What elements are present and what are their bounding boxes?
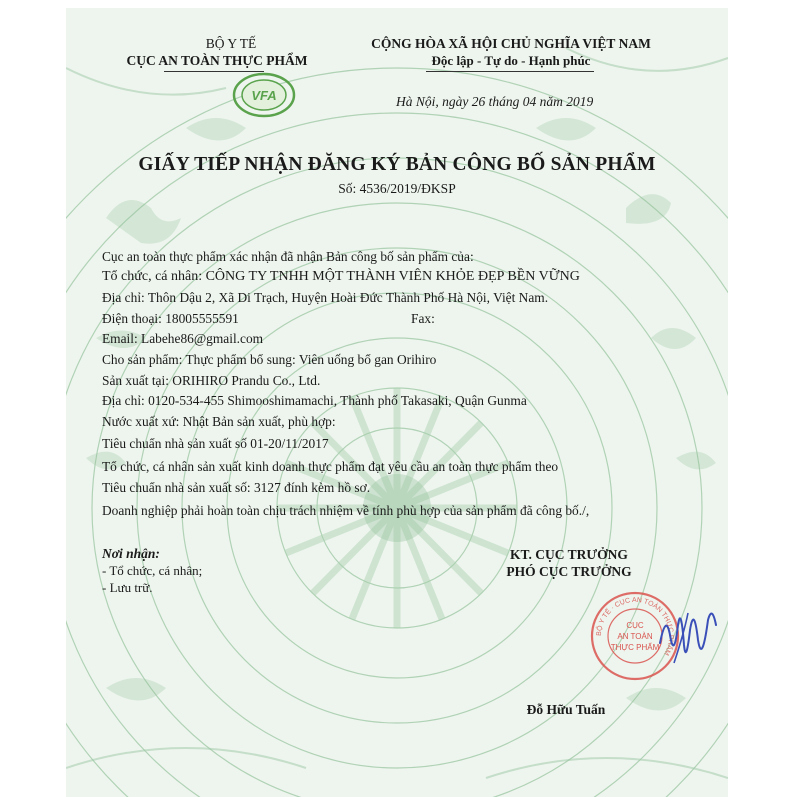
vfa-logo — [231, 71, 297, 119]
agency-name: CỤC AN TOÀN THỰC PHẨM — [126, 53, 308, 68]
certificate-document — [66, 8, 728, 797]
country-name: CỘNG HÒA XÃ HỘI CHỦ NGHĨA VIỆT NAM — [371, 36, 651, 51]
ministry-name: BỘ Y TẾ — [205, 36, 257, 51]
body-compliance-line2: Tiêu chuẩn nhà sản xuất số: 3127 đính kèm hồ sơ. — [102, 480, 371, 495]
body-intro: Cục an toàn thực phẩm xác nhận đã nhận Bản công bố sản phẩm của: — [102, 249, 474, 264]
body-email: Email: Labehe86@gmail.com — [102, 331, 264, 346]
recipient-item: - Tổ chức, cá nhân; — [102, 563, 203, 578]
signer-title-line2: PHÓ CỤC TRƯỞNG — [506, 564, 632, 579]
body-phone: Điện thoại: 18005555591 — [102, 311, 239, 326]
seal-center-line2: AN TOÀN — [617, 632, 653, 641]
body-fax: Fax: — [411, 311, 435, 326]
logo-text: VFA — [251, 88, 277, 103]
seal-center-line3: THỰC PHẨM — [610, 643, 660, 652]
document-title: GIẤY TIẾP NHẬN ĐĂNG KÝ BẢN CÔNG BỐ SẢN PHẨM — [138, 154, 656, 175]
issue-date: Hà Nội, ngày 26 tháng 04 năm 2019 — [396, 94, 594, 109]
recipient-item: - Lưu trữ. — [102, 580, 153, 595]
body-address: Địa chỉ: Thôn Dậu 2, Xã Di Trạch, Huyện Hoài Đức Thành Phố Hà Nội, Việt Nam. — [102, 290, 549, 305]
body-origin: Nước xuất xứ: Nhật Bản sản xuất, phù hợp: — [102, 414, 336, 429]
signer-title-line1: KT. CỤC TRƯỞNG — [510, 547, 628, 562]
body-manufacturer: Sản xuất tại: ORIHIRO Prandu Co., Ltd. — [102, 373, 321, 388]
body-compliance-line1: Tổ chức, cá nhân sản xuất kinh doanh thực phẩm đạt yêu cầu an toàn thực phẩm theo — [102, 459, 559, 474]
seal-center-line1: CỤC — [626, 621, 644, 630]
body-manufacturer-address: Địa chỉ: 0120-534-455 Shimooshimamachi, Thành phố Takasaki, Quận Gunma — [102, 393, 527, 408]
country-motto: Độc lập - Tự do - Hạnh phúc — [431, 53, 591, 68]
recipients-label: Nơi nhận: — [102, 546, 160, 561]
seal-ring-text: BỘ Y TẾ · CỤC AN TOÀN THỰC PHẨM — [595, 596, 675, 657]
body-organization: Tổ chức, cá nhân: CÔNG TY TNHH MỘT THÀNH VIÊN KHỎE ĐẸP BỀN VỮNG — [102, 269, 580, 284]
body-product: Cho sản phẩm: Thực phẩm bổ sung: Viên uống bổ gan Orihiro — [102, 352, 437, 367]
body-responsibility: Doanh nghiệp phải hoàn toàn chịu trách nhiệm về tính phù hợp của sản phẩm đã công bố./, — [102, 503, 590, 518]
body-standard: Tiêu chuẩn nhà sản xuất số 01-20/11/2017 — [102, 436, 329, 451]
handwritten-signature — [654, 603, 724, 683]
header-underline-right — [426, 71, 594, 72]
signer-name: Đỗ Hữu Tuấn — [526, 702, 606, 717]
document-number: Số: 4536/2019/ĐKSP — [338, 181, 456, 196]
